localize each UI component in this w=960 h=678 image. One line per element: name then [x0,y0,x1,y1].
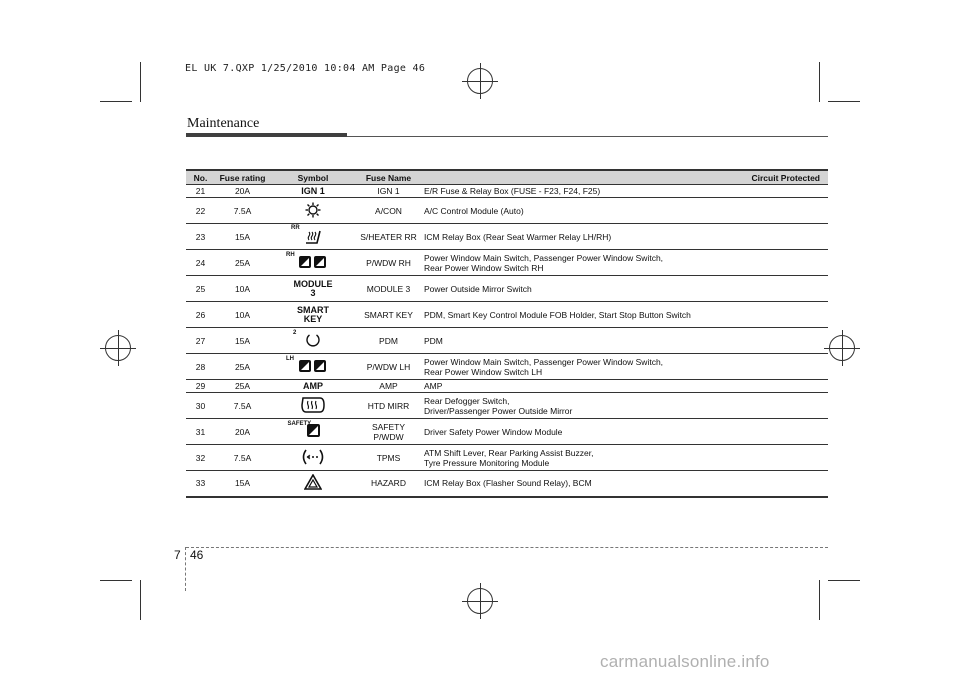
fuse-no: 31 [186,419,215,445]
fuse-circuit [421,224,828,250]
fuse-name: A/CON [356,198,421,224]
fuse-circuit [421,302,828,328]
header-no: No. [186,170,215,185]
footer-separator [185,547,186,591]
fuse-no: 27 [186,328,215,354]
fuse-table-body [186,185,828,497]
fuse-name: PDM [356,328,421,354]
fuse-row [186,224,828,250]
circuit-line: Rear Defogger Switch, [424,395,510,406]
fuse-name: HTD MIRR [356,393,421,419]
circuit-line: Tyre Pressure Monitoring Module [424,457,550,468]
fuse-no: 25 [186,276,215,302]
tpms-icon [300,448,326,468]
circuit-line: Power Outside Mirror Switch [424,283,532,294]
fuse-row [186,302,828,328]
fuse-row [186,471,828,497]
fuse-rating: 20A [215,185,270,198]
fuse-name: HAZARD [356,471,421,497]
symbol-text: IGN 1 [301,186,325,196]
crop-mark [100,101,132,102]
hazard-icon [304,474,322,492]
fuse-symbol [270,302,356,328]
fuse-rating: 25A [215,354,270,380]
fuse-circuit [421,419,828,445]
fuse-name: SMART KEY [356,302,421,328]
circuit-line: AMP [424,381,443,391]
symbol-caption: RH [286,252,295,258]
registration-mark-left [105,335,131,361]
seat-heater-icon [291,224,323,247]
fuse-rating: 15A [215,471,270,497]
fuse-symbol [270,393,356,419]
crop-mark [828,101,860,102]
fuse-circuit [421,354,828,380]
fuse-rating: 15A [215,224,270,250]
circuit-line: Rear Power Window Switch RH [424,262,544,273]
fuse-rating: 7.5A [215,445,270,471]
header-symbol: Symbol [270,170,356,185]
fuse-name: AMP [356,380,421,393]
print-slug: EL UK 7.QXP 1/25/2010 10:04 AM Page 46 [185,63,426,74]
fuse-row [186,250,828,276]
symbol-text: AMP [303,381,323,391]
fuse-name: IGN 1 [356,185,421,198]
crop-mark [140,580,141,620]
fuse-circuit [421,276,828,302]
fuse-no: 33 [186,471,215,497]
safety-window-icon [287,421,321,440]
symbol-text: SMART KEY [297,304,329,324]
chapter-number: 7 [174,548,181,562]
circuit-line: E/R Fuse & Relay Box (FUSE - F23, F24, F25) [424,186,601,196]
fuse-symbol [270,250,356,276]
fuse-name: P/WDW RH [356,250,421,276]
fuse-table-header [186,170,828,185]
fuse-no: 24 [186,250,215,276]
fuse-no: 28 [186,354,215,380]
fuse-symbol [270,380,356,393]
symbol-caption: LH [286,356,294,362]
registration-mark-right [829,335,855,361]
fuse-row [186,328,828,354]
fuse-circuit [421,471,828,497]
crop-mark [100,580,132,581]
circuit-line: ICM Relay Box (Flasher Sound Relay), BCM [424,478,592,489]
fuse-row [186,419,828,445]
circuit-line: Power Window Main Switch, Passenger Power Window Switch, [424,252,664,263]
power-window-icon [286,252,328,271]
symbol-caption: RR [291,224,300,231]
fuse-symbol [270,471,356,497]
circuit-line: ICM Relay Box (Rear Seat Warmer Relay LH/RH) [424,231,612,242]
circuit-line: Rear Power Window Switch LH [424,366,543,377]
fuse-no: 23 [186,224,215,250]
fuse-symbol [270,445,356,471]
ac-fan-icon [305,202,321,220]
symbol-text: MODULE 3 [293,278,333,298]
fuse-rating: 10A [215,302,270,328]
fuse-table [186,169,828,498]
crop-mark [140,62,141,102]
footer-rule [186,547,828,548]
crop-mark [819,62,820,102]
fuse-symbol [270,328,356,354]
fuse-rating: 20A [215,419,270,445]
fuse-row [186,354,828,380]
fuse-circuit [421,198,828,224]
mirror-defogger-icon [300,396,326,416]
fuse-row [186,380,828,393]
fuse-circuit [421,380,828,393]
pdm-icon [293,329,321,350]
fuse-no: 21 [186,185,215,198]
fuse-name: P/WDW LH [356,354,421,380]
fuse-rating: 15A [215,328,270,354]
fuse-symbol [270,224,356,250]
fuse-no: 26 [186,302,215,328]
fuse-rating: 10A [215,276,270,302]
fuse-row [186,276,828,302]
fuse-rating: 7.5A [215,198,270,224]
fuse-circuit [421,393,828,419]
fuse-name: TPMS [356,445,421,471]
fuse-no: 22 [186,198,215,224]
fuse-row [186,185,828,198]
crop-mark [819,580,820,620]
registration-mark-bottom [467,588,493,614]
page-number: 46 [190,548,204,562]
fuse-symbol [270,198,356,224]
circuit-line: Driver/Passenger Power Outside Mirror [424,405,573,416]
circuit-line: PDM, Smart Key Control Module FOB Holder, Start Stop Button Switch [424,309,691,320]
fuse-symbol [270,276,356,302]
power-window-icon [286,356,328,375]
registration-mark-top [467,68,493,94]
fuse-rating: 25A [215,250,270,276]
fuse-row [186,445,828,471]
circuit-line: A/C Control Module (Auto) [424,205,524,216]
circuit-line: ATM Shift Lever, Rear Parking Assist Buzzer, [424,447,594,458]
fuse-no: 30 [186,393,215,419]
fuse-row [186,198,828,224]
crop-mark [828,580,860,581]
fuse-no: 29 [186,380,215,393]
circuit-line: Driver Safety Power Window Module [424,426,563,437]
fuse-no: 32 [186,445,215,471]
section-title: Maintenance [187,116,260,131]
section-title-rule [347,136,828,137]
header-circuit-protected: Circuit Protected [421,170,828,185]
fuse-name: SAFETY P/WDW [356,419,421,445]
fuse-name: S/HEATER RR [356,224,421,250]
fuse-circuit [421,445,828,471]
symbol-caption: 2 [293,329,297,336]
header-fuse-name: Fuse Name [356,170,421,185]
fuse-circuit [421,185,828,198]
watermark: carmanualsonline.info [600,652,770,671]
symbol-caption: SAFETY [287,421,312,427]
header-fuse-rating: Fuse rating [215,170,270,185]
circuit-line: Power Window Main Switch, Passenger Power Window Switch, [424,356,664,367]
fuse-rating: 25A [215,380,270,393]
section-title-bar [186,133,347,137]
fuse-symbol [270,419,356,445]
fuse-name: MODULE 3 [356,276,421,302]
fuse-circuit [421,250,828,276]
circuit-line: PDM [424,335,443,346]
fuse-symbol [270,354,356,380]
fuse-circuit [421,328,828,354]
fuse-row [186,393,828,419]
fuse-rating: 7.5A [215,393,270,419]
fuse-symbol [270,185,356,198]
